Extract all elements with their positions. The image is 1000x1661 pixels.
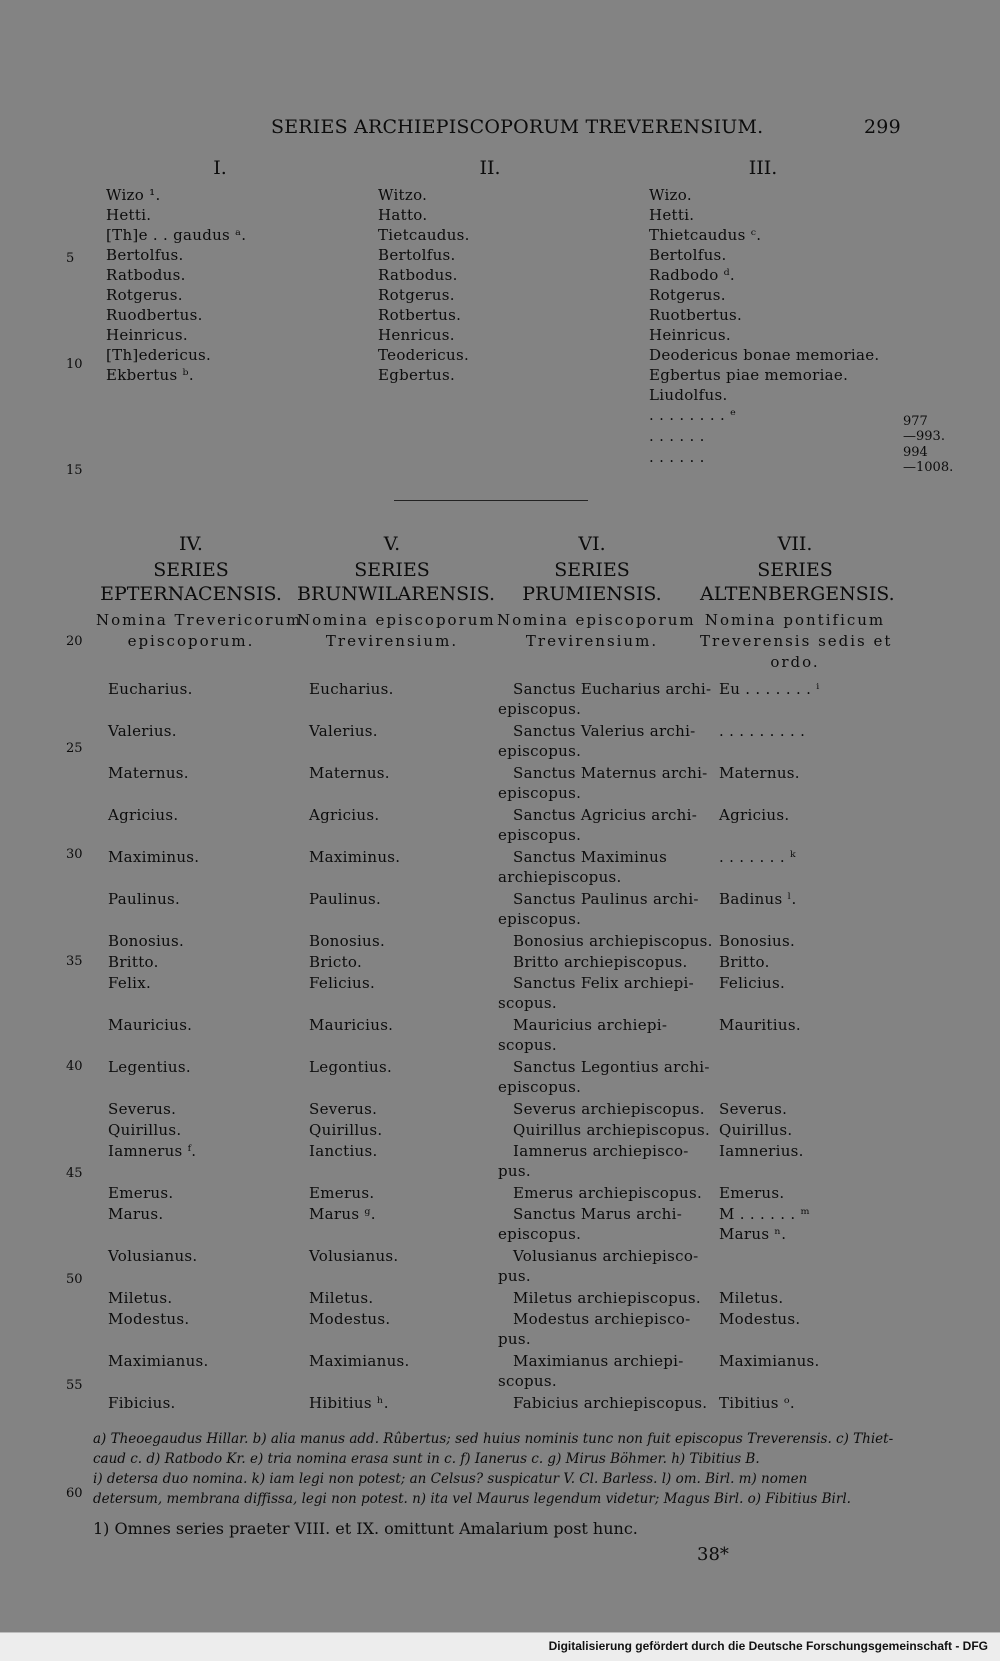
bishop-name: Thietcaudus ᶜ. bbox=[649, 226, 762, 244]
brunwilar-name: Marus ᵍ. bbox=[309, 1205, 376, 1223]
bishop-name: Wizo ¹. bbox=[106, 186, 161, 204]
bishop-name: Liudolfus. bbox=[649, 386, 728, 404]
altenberg-name: M . . . . . . ᵐ bbox=[719, 1205, 811, 1223]
line-number: 55 bbox=[66, 1378, 83, 1393]
altenberg-name: . . . . . . . . . bbox=[719, 722, 806, 740]
altenberg-name: Felicius. bbox=[719, 974, 786, 992]
series-numeral: IV. bbox=[179, 533, 203, 555]
bishop-name: Hatto. bbox=[378, 206, 428, 224]
bishop-name: Hetti. bbox=[106, 206, 152, 224]
brunwilar-name: Severus. bbox=[309, 1100, 378, 1118]
altenberg-name: Modestus. bbox=[719, 1310, 801, 1328]
line-number: 30 bbox=[66, 847, 83, 862]
margin-date: —1008. bbox=[903, 460, 954, 475]
prum-entry: pus. bbox=[498, 1162, 531, 1180]
epternach-name: Fibicius. bbox=[108, 1394, 176, 1412]
brunwilar-name: Felicius. bbox=[309, 974, 376, 992]
epternach-name: Mauricius. bbox=[108, 1016, 193, 1034]
epternach-name: Paulinus. bbox=[108, 890, 181, 908]
bishop-name: Rotbertus. bbox=[378, 306, 462, 324]
prum-entry: Sanctus Paulinus archi- bbox=[513, 890, 699, 908]
brunwilar-name: Bricto. bbox=[309, 953, 363, 971]
prum-entry: scopus. bbox=[498, 1036, 557, 1054]
prum-entry: Modestus archiepisco- bbox=[513, 1310, 691, 1328]
line-number: 5 bbox=[66, 251, 75, 266]
numbered-note: 1) Omnes series praeter VIII. et IX. omittunt Amalarium post hunc. bbox=[93, 1519, 638, 1538]
brunwilar-name: Miletus. bbox=[309, 1289, 374, 1307]
series-subtitle: Nomina pontificum bbox=[704, 611, 886, 629]
epternach-name: Emerus. bbox=[108, 1184, 174, 1202]
prum-entry: Fabicius archiepiscopus. bbox=[513, 1394, 708, 1412]
series-ii-list bbox=[378, 185, 470, 385]
prum-entry: Iamnerus archiepisco- bbox=[513, 1142, 689, 1160]
bishop-name: Teodericus. bbox=[378, 346, 470, 364]
series-title: EPTERNACENSIS. bbox=[100, 583, 282, 605]
series-numeral: VII. bbox=[777, 533, 813, 555]
bishop-name: Ruotbertus. bbox=[649, 306, 743, 324]
line-number: 40 bbox=[66, 1059, 83, 1074]
bishop-name: . . . . . . bbox=[649, 448, 705, 466]
series-ii-numeral: II. bbox=[479, 157, 501, 179]
altenberg-name: Agricius. bbox=[719, 806, 790, 824]
bishop-name: Heinricus. bbox=[106, 326, 188, 344]
brunwilar-name: Valerius. bbox=[309, 722, 378, 740]
margin-date: 994 bbox=[903, 445, 928, 460]
prum-entry: Miletus archiepiscopus. bbox=[513, 1289, 701, 1307]
series-subtitle: ordo. bbox=[770, 653, 820, 671]
brunwilar-name: Maximianus. bbox=[309, 1352, 410, 1370]
epternach-name: Iamnerus ᶠ. bbox=[108, 1142, 197, 1160]
prum-entry: Sanctus Agricius archi- bbox=[513, 806, 698, 824]
prum-entry: episcopus. bbox=[498, 784, 582, 802]
series-title: SERIES bbox=[757, 559, 833, 581]
epternach-name: Valerius. bbox=[108, 722, 177, 740]
brunwilar-name: Maximinus. bbox=[309, 848, 401, 866]
bishop-name: [Th]e . . gaudus ᵃ. bbox=[106, 226, 247, 244]
bishop-name: Rotgerus. bbox=[106, 286, 183, 304]
prum-entry: Mauricius archiepi- bbox=[513, 1016, 668, 1034]
line-number: 35 bbox=[66, 954, 83, 969]
series-i-numeral: I. bbox=[213, 157, 227, 179]
prum-entry: archiepiscopus. bbox=[498, 868, 622, 886]
prum-entry: episcopus. bbox=[498, 1078, 582, 1096]
altenberg-name: Quirillus. bbox=[719, 1121, 793, 1139]
page-number: 299 bbox=[864, 116, 901, 138]
section-divider bbox=[394, 500, 588, 501]
brunwilar-name: Eucharius. bbox=[309, 680, 394, 698]
bishop-name: . . . . . . . . ᵉ bbox=[649, 406, 737, 424]
series-subtitle: episcoporum. bbox=[127, 632, 255, 650]
signature-mark: 38* bbox=[697, 1544, 729, 1565]
bishop-name: Ratbodus. bbox=[378, 266, 458, 284]
epternach-name: Miletus. bbox=[108, 1289, 173, 1307]
bishop-name: Rotgerus. bbox=[649, 286, 726, 304]
brunwilar-name: Volusianus. bbox=[309, 1247, 399, 1265]
series-subtitle: Nomina episcoporum bbox=[497, 611, 696, 629]
bishop-name: Ekbertus ᵇ. bbox=[106, 366, 194, 384]
prum-entry: Sanctus Eucharius archi- bbox=[513, 680, 712, 698]
prum-entry: scopus. bbox=[498, 1372, 557, 1390]
brunwilar-name: Paulinus. bbox=[309, 890, 382, 908]
bishop-name: Witzo. bbox=[378, 186, 428, 204]
prum-entry: Sanctus Maternus archi- bbox=[513, 764, 708, 782]
epternach-name: Agricius. bbox=[108, 806, 179, 824]
prum-entry: episcopus. bbox=[498, 1225, 582, 1243]
epternach-name: Modestus. bbox=[108, 1310, 190, 1328]
prum-entry: Emerus archiepiscopus. bbox=[513, 1184, 703, 1202]
prum-entry: pus. bbox=[498, 1267, 531, 1285]
altenberg-name: Miletus. bbox=[719, 1289, 784, 1307]
margin-date: —993. bbox=[903, 429, 945, 444]
line-number: 45 bbox=[66, 1166, 83, 1181]
series-numeral: VI. bbox=[578, 533, 606, 555]
brunwilar-name: Modestus. bbox=[309, 1310, 391, 1328]
altenberg-name: Badinus ˡ. bbox=[719, 890, 797, 908]
prum-entry: Britto archiepiscopus. bbox=[513, 953, 688, 971]
altenberg-name: Emerus. bbox=[719, 1184, 785, 1202]
prum-entry: Sanctus Legontius archi- bbox=[513, 1058, 710, 1076]
series-title: ALTENBERGENSIS. bbox=[700, 583, 895, 605]
series-subtitle: Trevirensium. bbox=[525, 632, 659, 650]
brunwilar-name: Agricius. bbox=[309, 806, 380, 824]
epternach-name: Felix. bbox=[108, 974, 152, 992]
bishop-name: Wizo. bbox=[649, 186, 692, 204]
bishop-name: Egbertus piae memoriae. bbox=[649, 366, 849, 384]
prum-entry: episcopus. bbox=[498, 910, 582, 928]
footnote-line: detersum, membrana diffissa, legi non potest. n) ita vel Maurus legendum videtur; Magus Birl. o) Fibitius Birl. bbox=[93, 1491, 851, 1507]
brunwilar-name: Ianctius. bbox=[309, 1142, 378, 1160]
epternach-name: Maternus. bbox=[108, 764, 189, 782]
epternach-name: Bonosius. bbox=[108, 932, 185, 950]
prum-entry: episcopus. bbox=[498, 826, 582, 844]
altenberg-name: Bonosius. bbox=[719, 932, 796, 950]
footnote-line: a) Theoegaudus Hillar. b) alia manus add. Rûbertus; sed huius nominis tunc non fuit episcopus Treverensis. c) Thiet- bbox=[93, 1431, 894, 1447]
prum-entry: Volusianus archiepisco- bbox=[513, 1247, 699, 1265]
prum-entry: scopus. bbox=[498, 994, 557, 1012]
series-title: SERIES bbox=[153, 559, 229, 581]
epternach-name: Severus. bbox=[108, 1100, 177, 1118]
bishop-name: Deodericus bonae memoriae. bbox=[649, 346, 880, 364]
brunwilar-name: Hibitius ʰ. bbox=[309, 1394, 389, 1412]
footnote-line: caud c. d) Ratbodo Kr. e) tria nomina erasa sunt in c. f) Ianerus c. g) Mirus Böhmer. h) Tibitius B. bbox=[93, 1451, 760, 1467]
epternach-name: Volusianus. bbox=[108, 1247, 198, 1265]
series-subtitle: Nomina Trevericorum bbox=[96, 611, 303, 629]
altenberg-name: Britto. bbox=[719, 953, 770, 971]
digitization-banner bbox=[0, 1632, 1000, 1661]
epternach-name: Marus. bbox=[108, 1205, 164, 1223]
epternach-name: Quirillus. bbox=[108, 1121, 182, 1139]
bishop-name: Radbodo ᵈ. bbox=[649, 266, 735, 284]
brunwilar-name: Legontius. bbox=[309, 1058, 393, 1076]
prum-entry: Sanctus Maximinus bbox=[513, 848, 668, 866]
altenberg-name: Iamnerius. bbox=[719, 1142, 804, 1160]
line-number: 15 bbox=[66, 463, 83, 478]
series-title: BRUNWILARENSIS. bbox=[297, 583, 495, 605]
bishop-name: Henricus. bbox=[378, 326, 455, 344]
altenberg-name: Mauritius. bbox=[719, 1016, 801, 1034]
bishop-name: Ratbodus. bbox=[106, 266, 186, 284]
margin-date: 977 bbox=[903, 414, 928, 429]
bishop-name: Tietcaudus. bbox=[378, 226, 470, 244]
epternach-name: Eucharius. bbox=[108, 680, 193, 698]
bishop-name: Heinricus. bbox=[649, 326, 731, 344]
prum-entry: Severus archiepiscopus. bbox=[513, 1100, 705, 1118]
epternach-name: Maximianus. bbox=[108, 1352, 209, 1370]
series-iii-numeral: III. bbox=[748, 157, 778, 179]
epternach-name: Britto. bbox=[108, 953, 159, 971]
prum-entry: episcopus. bbox=[498, 700, 582, 718]
line-number: 50 bbox=[66, 1272, 83, 1287]
line-number: 25 bbox=[66, 741, 83, 756]
brunwilar-name: Mauricius. bbox=[309, 1016, 394, 1034]
series-numeral: V. bbox=[383, 533, 401, 555]
prum-entry: Sanctus Felix archiepi- bbox=[513, 974, 694, 992]
bishop-name: Ruodbertus. bbox=[106, 306, 203, 324]
altenberg-name: . . . . . . . ᵏ bbox=[719, 848, 796, 866]
altenberg-name: Maximianus. bbox=[719, 1352, 820, 1370]
line-number: 60 bbox=[66, 1486, 83, 1501]
series-i-list bbox=[106, 185, 246, 385]
line-number: 20 bbox=[66, 634, 83, 649]
bishop-name: . . . . . . bbox=[649, 427, 705, 445]
footnote-line: i) detersa duo nomina. k) iam legi non potest; an Celsus? suspicatur V. Cl. Barless. l) om. Birl. m) nomen bbox=[93, 1471, 808, 1487]
bishop-name: [Th]edericus. bbox=[106, 346, 212, 364]
series-title: SERIES bbox=[554, 559, 630, 581]
altenberg-name: Severus. bbox=[719, 1100, 788, 1118]
series-subtitle: Trevirensium. bbox=[325, 632, 459, 650]
line-number: 10 bbox=[66, 357, 83, 372]
altenberg-name: Marus ⁿ. bbox=[719, 1225, 787, 1243]
bishop-name: Bertolfus. bbox=[378, 246, 456, 264]
brunwilar-name: Maternus. bbox=[309, 764, 390, 782]
prum-entry: Sanctus Valerius archi- bbox=[513, 722, 696, 740]
prum-entry: Bonosius archiepiscopus. bbox=[513, 932, 713, 950]
epternach-name: Maximinus. bbox=[108, 848, 200, 866]
altenberg-name: Maternus. bbox=[719, 764, 800, 782]
series-iii-list bbox=[649, 185, 880, 468]
prum-entry: pus. bbox=[498, 1330, 531, 1348]
prum-entry: Maximianus archiepi- bbox=[513, 1352, 684, 1370]
bishop-name: Bertolfus. bbox=[106, 246, 184, 264]
bishop-name: Hetti. bbox=[649, 206, 695, 224]
altenberg-name: Tibitius ᵒ. bbox=[719, 1394, 796, 1412]
altenberg-name: Eu . . . . . . . ⁱ bbox=[719, 680, 820, 698]
banner-text[interactable]: Digitalisierung gefördert durch die Deutsche Forschungsgemeinschaft - DFG bbox=[548, 1639, 988, 1653]
prum-entry: Sanctus Marus archi- bbox=[513, 1205, 683, 1223]
series-subtitle: Nomina episcoporum bbox=[297, 611, 496, 629]
bishop-name: Egbertus. bbox=[378, 366, 456, 384]
prum-entry: episcopus. bbox=[498, 742, 582, 760]
series-title: PRUMIENSIS. bbox=[522, 583, 662, 605]
bishop-name: Rotgerus. bbox=[378, 286, 455, 304]
series-subtitle: Treverensis sedis et bbox=[700, 632, 893, 650]
epternach-name: Legentius. bbox=[108, 1058, 191, 1076]
bishop-name: Bertolfus. bbox=[649, 246, 727, 264]
prum-entry: Quirillus archiepiscopus. bbox=[513, 1121, 711, 1139]
running-title: SERIES ARCHIEPISCOPORUM TREVERENSIUM. bbox=[271, 116, 764, 138]
brunwilar-name: Bonosius. bbox=[309, 932, 386, 950]
series-title: SERIES bbox=[354, 559, 430, 581]
brunwilar-name: Emerus. bbox=[309, 1184, 375, 1202]
brunwilar-name: Quirillus. bbox=[309, 1121, 383, 1139]
